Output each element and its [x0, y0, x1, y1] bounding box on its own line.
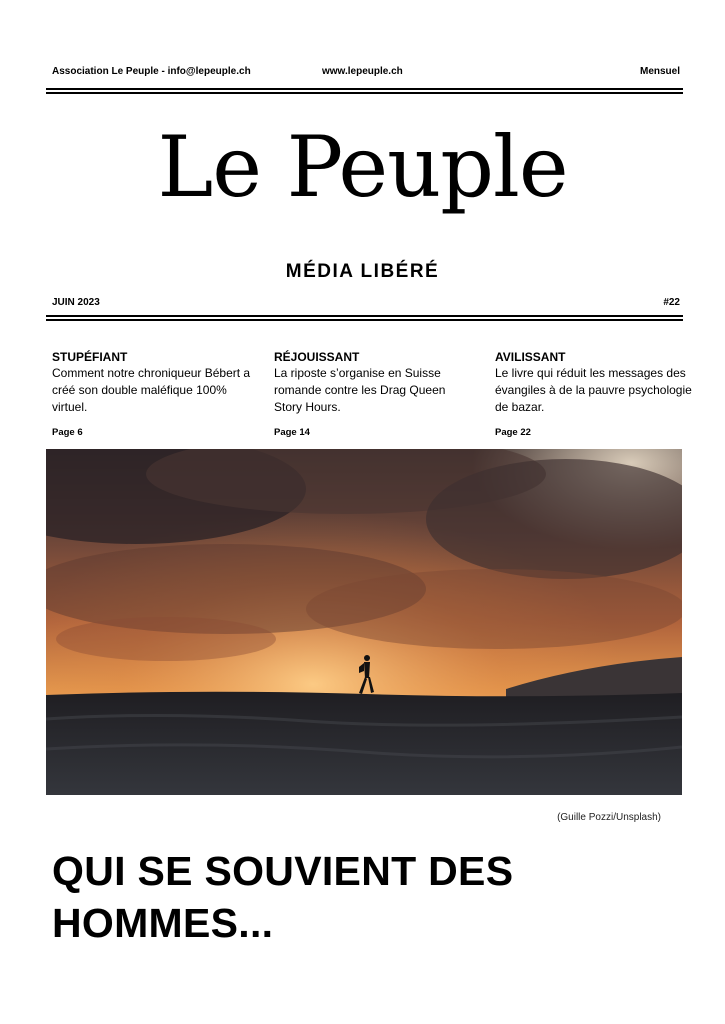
- teaser-summary: Le livre qui réduit les messages des évangiles à de la pauvre psychologie de bazar.: [495, 366, 692, 414]
- photo-credit: (Guille Pozzi/Unsplash): [557, 812, 661, 823]
- teaser-summary: Comment notre chroniqueur Bébert a créé son double maléfique 100% virtuel.: [52, 366, 251, 414]
- association-contact: Association Le Peuple - info@lepeuple.ch: [52, 66, 251, 77]
- cover-photo: [46, 449, 682, 795]
- teaser-page-ref: Page 6: [52, 427, 83, 438]
- masthead-tagline: MÉDIA LIBÉRÉ: [285, 261, 440, 282]
- teaser-summary: La riposte s’organise en Suisse romande contre les Drag Queen Story Hours.: [274, 366, 446, 414]
- teaser-rejouissant[interactable]: [274, 349, 474, 439]
- issue-dateline: [52, 297, 680, 311]
- sunset-landscape-image: [46, 449, 682, 795]
- teaser-avilissant[interactable]: [495, 349, 695, 439]
- middle-divider: [46, 315, 683, 321]
- masthead-title: Le Peuple: [157, 118, 568, 216]
- teaser-stupefiant[interactable]: [52, 349, 252, 439]
- teaser-kicker: AVILISSANT: [495, 350, 566, 364]
- teaser-kicker: RÉJOUISSANT: [274, 350, 360, 364]
- top-info-bar: [52, 66, 680, 80]
- teaser-page-ref: Page 22: [495, 427, 531, 438]
- issue-date: JUIN 2023: [52, 297, 100, 308]
- issue-number: #22: [663, 297, 680, 308]
- publication-frequency: Mensuel: [639, 66, 680, 77]
- top-divider: [46, 88, 683, 94]
- teaser-page-ref: Page 14: [274, 427, 310, 438]
- teaser-row: [52, 349, 692, 441]
- cover-headline: QUI SE SOUVIENT DES HOMMES...: [52, 848, 514, 946]
- website-link[interactable]: www.lepeuple.ch: [322, 66, 403, 77]
- teaser-kicker: STUPÉFIANT: [52, 350, 128, 364]
